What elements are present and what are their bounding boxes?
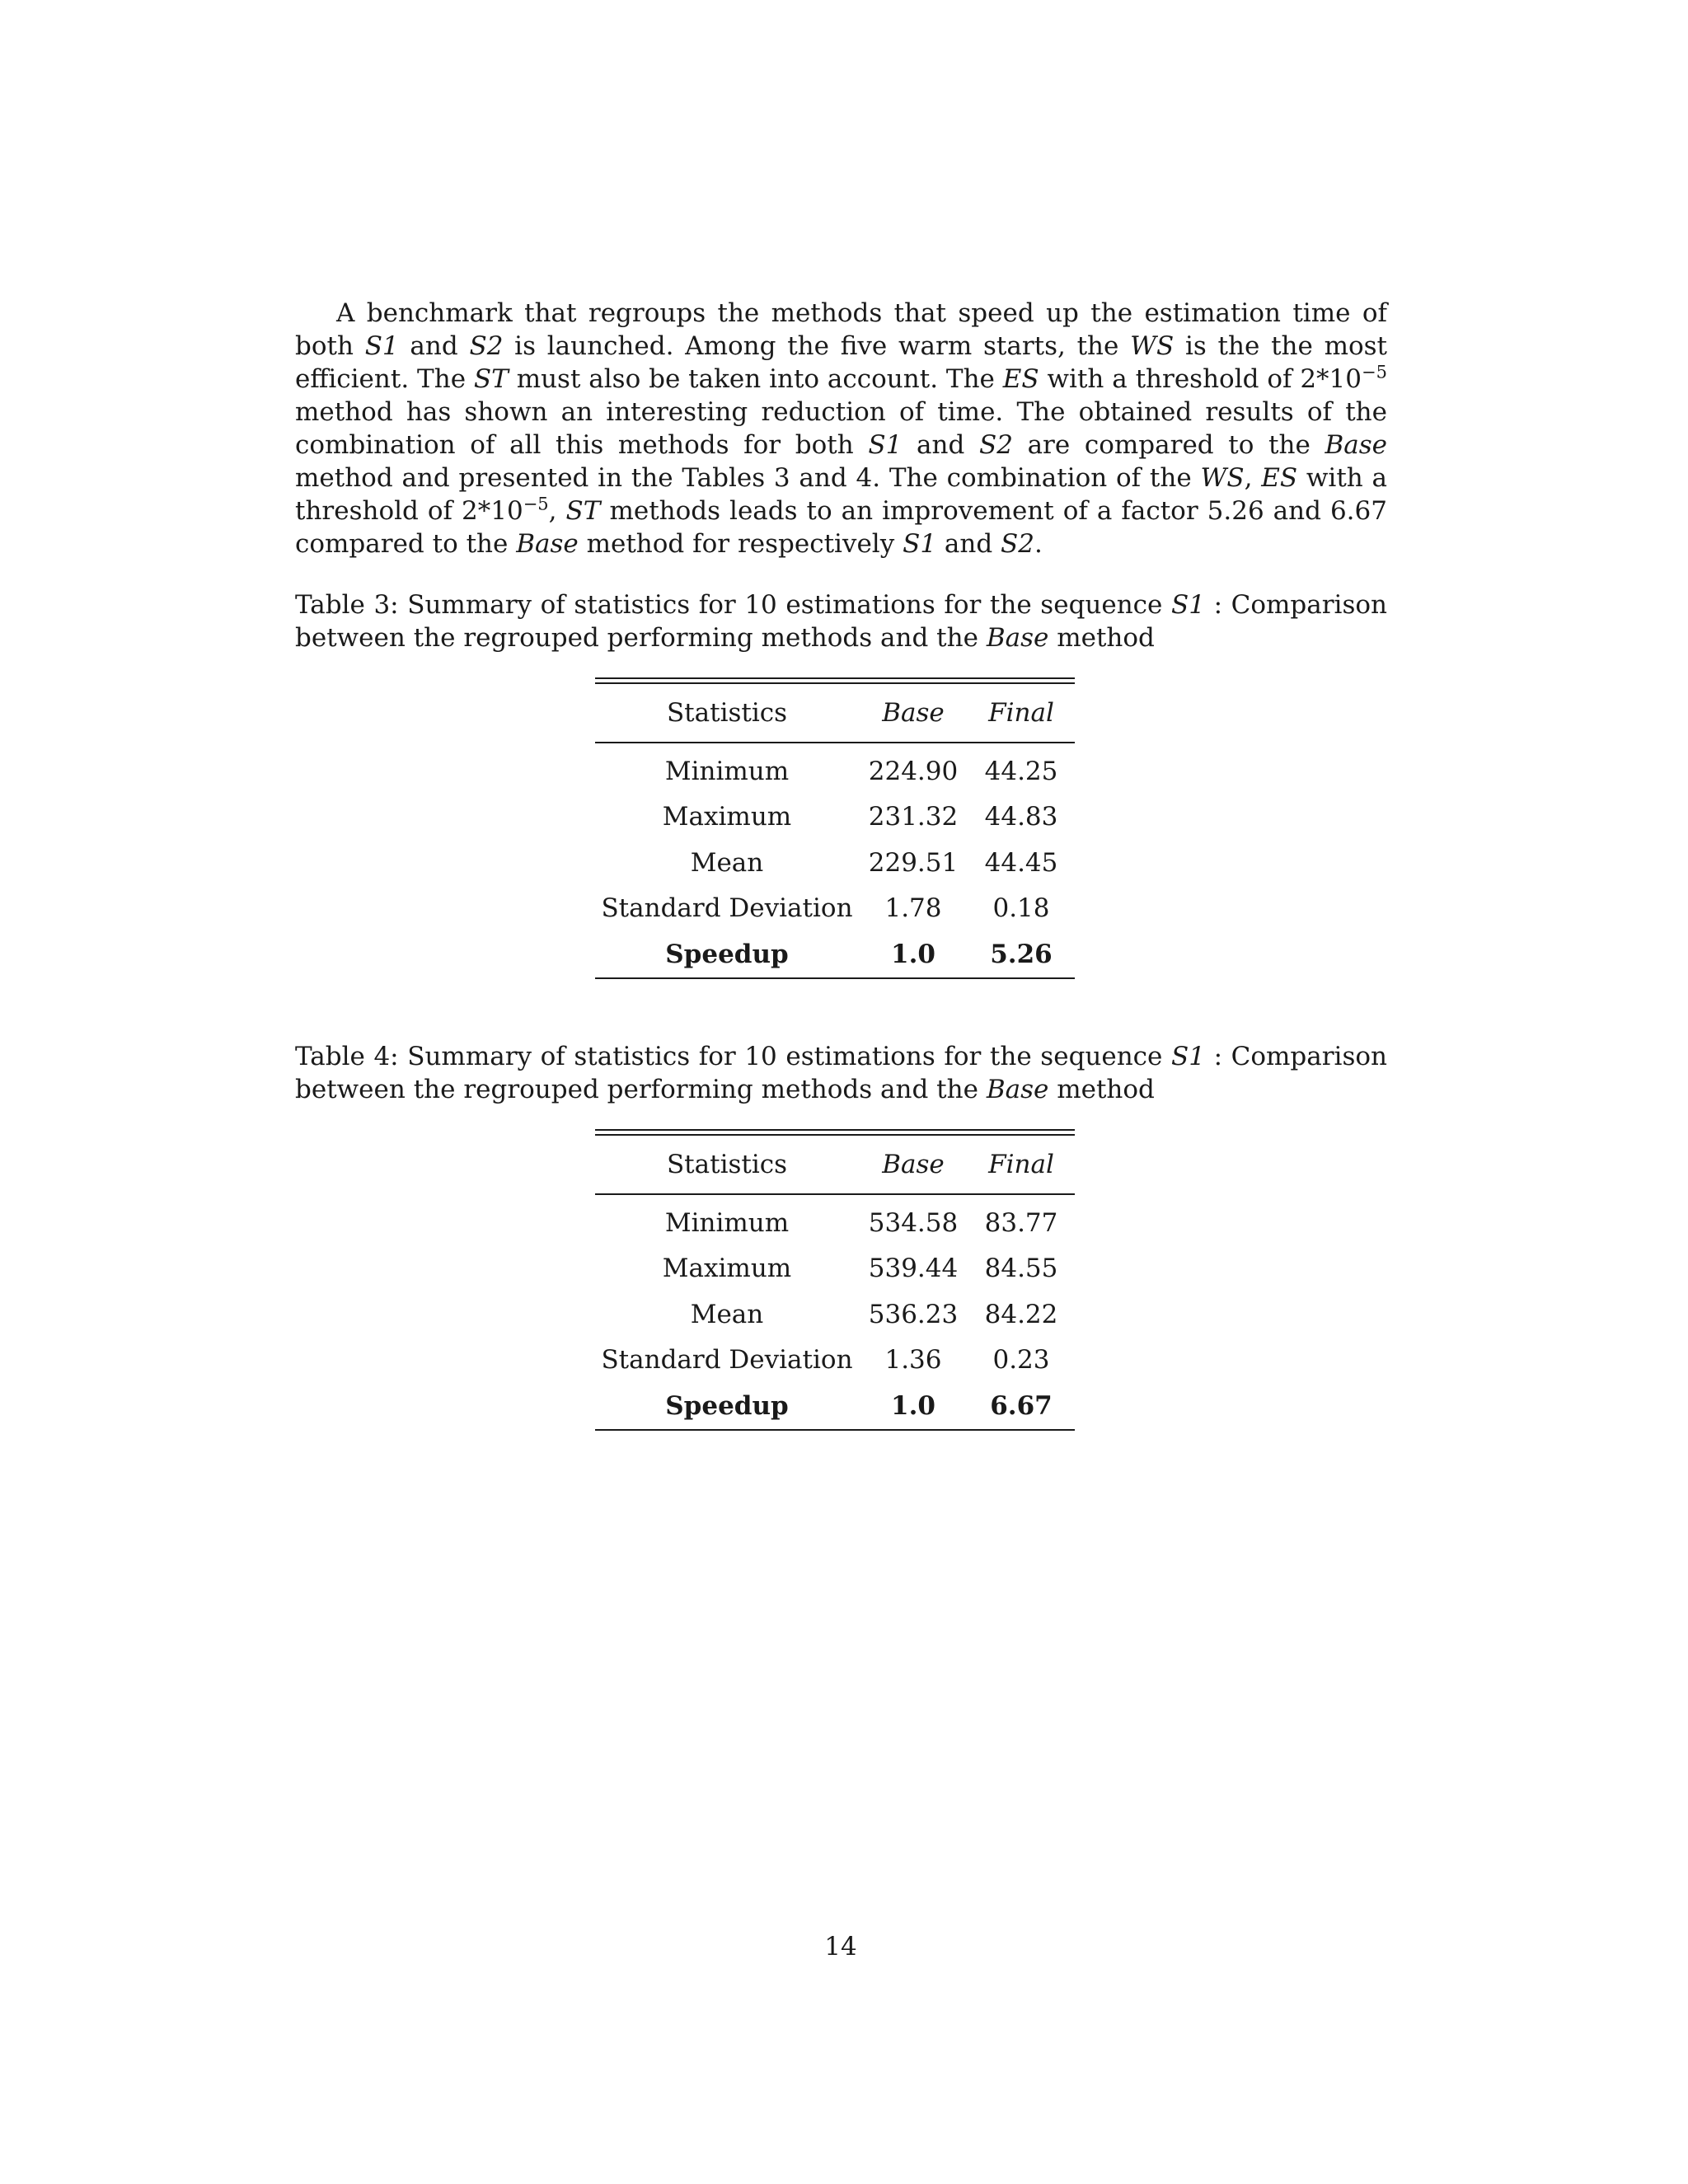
header-final: Final [968,1136,1075,1194]
text-run: method [1048,623,1155,653]
text-run: with a threshold of 2*10 [1039,364,1362,394]
row-label: Standard Deviation [601,893,853,924]
math-symbol: ES [1002,364,1039,394]
final-value: 84.55 [984,1254,1058,1284]
math-symbol: S1 [1171,1042,1205,1071]
text-run: and [902,430,979,460]
text-run: and [398,331,470,361]
math-symbol: ST [565,496,601,526]
base-value: 1.0 [859,1383,968,1430]
math-symbol: S2 [469,331,504,361]
table-row [595,886,1075,932]
final-value: 0.23 [992,1345,1050,1376]
table-row [595,1338,1075,1384]
statistics-table [595,684,1075,979]
table-row [595,1194,1075,1246]
final-value: 5.26 [968,931,1075,978]
header-base: Base [859,1136,968,1194]
text-run: and [936,529,1001,559]
math-symbol: S2 [1001,529,1035,559]
exponent: −5 [1362,362,1387,382]
table-header-row [595,1136,1075,1194]
row-label: Standard Deviation [601,1345,853,1376]
final-value: 83.77 [984,1207,1058,1238]
statistics-table [595,1136,1075,1431]
base-value: 1.0 [859,931,968,978]
text-run: is launched. Among the five warm starts, the [503,331,1131,361]
speedup-row [595,931,1075,978]
header-statistics: Statistics [595,684,859,743]
base-value: 539.44 [868,1254,959,1284]
table-header-row [595,684,1075,743]
header-statistics: Statistics [595,1136,859,1194]
row-label: Maximum [662,802,792,832]
math-symbol: WS [1130,331,1175,361]
math-symbol: S2 [978,430,1013,460]
row-label: Speedup [595,1383,859,1430]
math-symbol: S1 [364,331,399,361]
table-top-rule [595,677,1075,684]
math-symbol: Base [1325,430,1388,460]
text-run: A benchmark that regroups the methods that speed up the estimation time of both [295,298,1387,361]
math-symbol: S1 [903,529,937,559]
text-run: is the the most efficient. The [295,331,1388,394]
base-value: 1.36 [884,1345,942,1376]
math-symbol: ES [1261,463,1298,493]
table-row [595,743,1075,794]
text-run: . [1034,529,1043,559]
text-run: , [1244,463,1262,493]
base-value: 224.90 [868,756,959,786]
text-run: must also be taken into account. The [508,364,1003,394]
math-symbol: S1 [868,430,903,460]
row-label: Mean [690,1299,764,1329]
table-row [595,1246,1075,1292]
math-symbol: S1 [1171,590,1205,620]
text-run: with a threshold of 2*10 [295,463,1388,526]
final-value: 0.18 [992,893,1050,924]
table-4-caption [295,1040,1387,1106]
final-value: 44.25 [984,756,1058,786]
base-value: 534.58 [868,1207,959,1238]
base-value: 229.51 [868,847,959,878]
text-run: method has shown an interesting reduction of time. The obtained results of the combination of all this methods for both [295,397,1387,460]
text-run: method for respectively [578,529,903,559]
table-row [595,840,1075,886]
math-symbol: WS [1200,463,1245,493]
math-symbol: Base [516,529,579,559]
final-value: 44.45 [984,847,1058,878]
row-label: Mean [690,847,764,878]
row-label: Minimum [664,1207,790,1238]
base-value: 231.32 [868,802,959,832]
text-run: method and presented in the Tables 3 and 4. The combination of the [295,463,1201,493]
text-run: , [548,496,566,526]
table-top-rule [595,1129,1075,1136]
header-base: Base [859,684,968,743]
row-label: Minimum [664,756,790,786]
text-run: methods leads to an improvement of a factor 5.26 and 6.67 compared to the [295,496,1387,559]
base-value: 536.23 [868,1299,959,1329]
speedup-row [595,1383,1075,1430]
math-symbol: Base [986,623,1049,653]
math-symbol: Base [986,1075,1049,1104]
text-run: : Comparison between the regrouped performing methods and the [295,590,1387,653]
text-run: Table 4: Summary of statistics for 10 estimations for the sequence [295,1042,1171,1071]
table-4 [595,1129,1075,1431]
text-run: : Comparison between the regrouped performing methods and the [295,1042,1387,1104]
table-row [595,794,1075,841]
text-run: method [1048,1075,1155,1104]
table-3-caption [295,588,1387,654]
row-label: Maximum [662,1254,792,1284]
header-final: Final [968,684,1075,743]
exponent: −5 [523,494,549,514]
body-paragraph [295,297,1387,560]
table-row [595,1291,1075,1338]
page-number: 14 [824,1932,857,1961]
row-label: Speedup [595,931,859,978]
final-value: 6.67 [968,1383,1075,1430]
text-run: Table 3: Summary of statistics for 10 estimations for the sequence [295,590,1171,620]
table-3 [595,677,1075,979]
final-value: 84.22 [984,1299,1058,1329]
base-value: 1.78 [884,893,942,924]
text-run: are compared to the [1012,430,1325,460]
final-value: 44.83 [984,802,1058,832]
math-symbol: ST [473,364,509,394]
